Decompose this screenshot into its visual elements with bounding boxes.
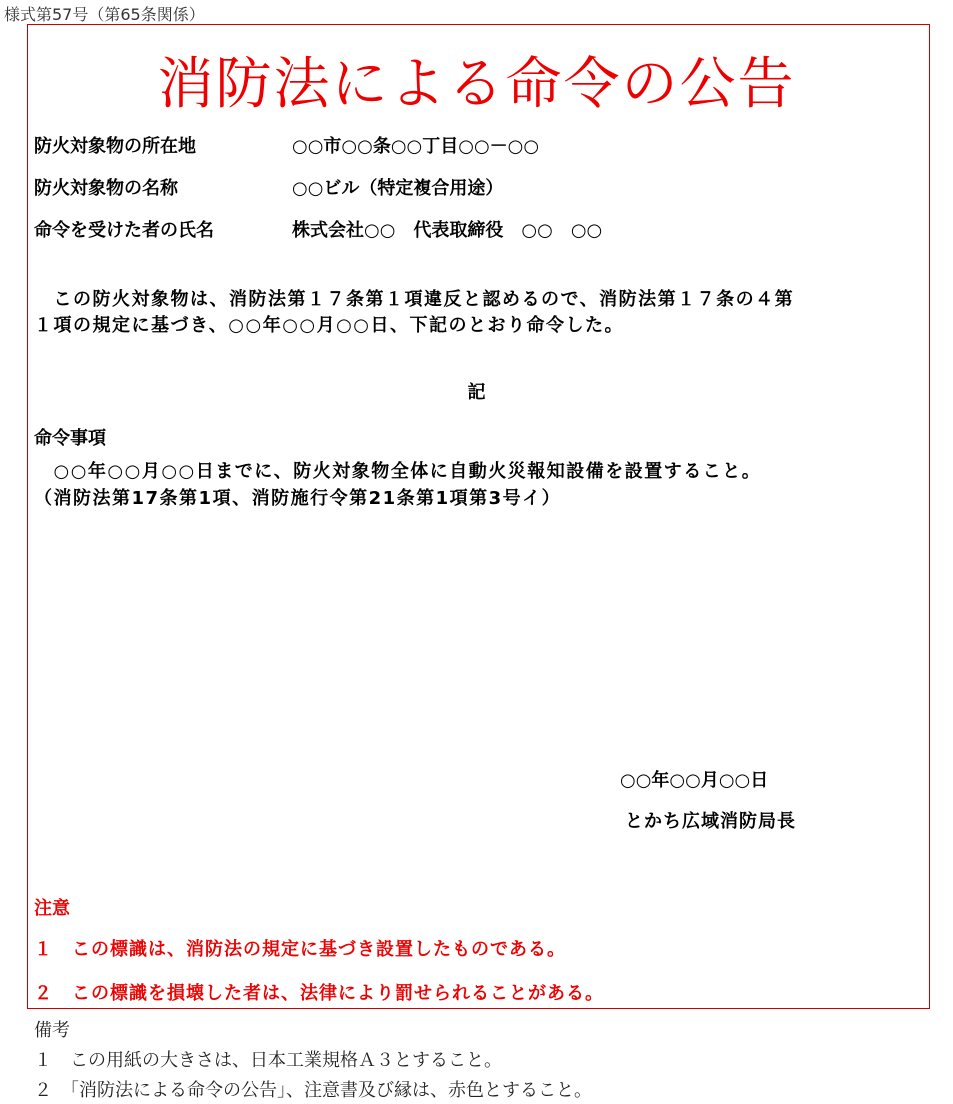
remarks-item-2: ２ 「消防法による命令の公告」、注意書及び縁は、赤色とすること。 <box>34 1080 592 1101</box>
order-heading: 命令事項 <box>34 428 106 449</box>
caution-heading: 注意 <box>34 898 70 919</box>
building-name-label: 防火対象物の名称 <box>34 178 178 199</box>
issue-date: ○○年○○月○○日 <box>620 770 769 791</box>
body-text-line-2: １項の規定に基づき、○○年○○月○○日、下記のとおり命令した。 <box>34 315 625 336</box>
ki-marker: 記 <box>467 382 486 403</box>
remarks-heading: 備考 <box>34 1020 70 1041</box>
location-value: ○○市○○条○○丁目○○－○○ <box>292 136 540 157</box>
building-name-value: ○○ビル（特定複合用途） <box>292 178 504 199</box>
order-text-line-1: ○○年○○月○○日までに、防火対象物全体に自動火災報知設備を設置すること。 <box>34 461 762 482</box>
form-number: 様式第57号（第65条関係） <box>4 5 205 24</box>
location-label: 防火対象物の所在地 <box>34 136 196 157</box>
notice-title: 消防法による命令の公告 <box>157 52 796 117</box>
recipient-value: 株式会社○○ 代表取締役 ○○ ○○ <box>292 220 603 241</box>
recipient-label: 命令を受けた者の氏名 <box>34 220 214 241</box>
notice-frame <box>27 24 930 1009</box>
order-text-line-2: （消防法第17条第1項、消防施行令第21条第1項第3号イ） <box>34 488 562 509</box>
caution-item-1: １ この標識は、消防法の規定に基づき設置したものである。 <box>34 939 566 960</box>
body-text-line-1: この防火対象物は、消防法第１７条第１項違反と認めるので、消防法第１７条の４第 <box>34 289 795 310</box>
remarks-item-1: １ この用紙の大きさは、日本工業規格Ａ３とすること。 <box>34 1050 502 1071</box>
caution-item-2: ２ この標識を損壊した者は、法律により罰せられることがある。 <box>34 983 604 1004</box>
issuer-name: とかち広域消防局長 <box>625 811 796 832</box>
